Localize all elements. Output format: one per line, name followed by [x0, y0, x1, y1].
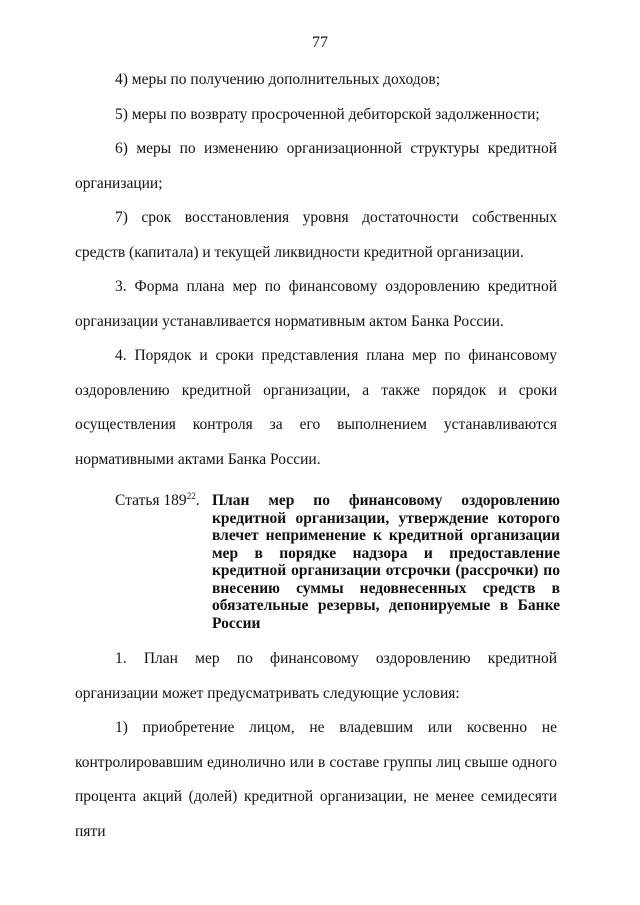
article-title: План мер по финансовому оздоровлению кредитной организации, утверждение которого влечет неприменение к кредитной организации мер в порядке надзора и предоставление кредитной организации отсрочки (рассрочки) по внесению суммы недовнесенных средств в обязательные резервы, депонируемые в Банке России [212, 492, 560, 632]
paragraph-item-5: 5) меры по возврату просроченной дебиторской задолженности; [115, 105, 540, 123]
body-text-bottom [75, 642, 557, 849]
article-heading [115, 492, 560, 632]
article-number-suffix: . [195, 492, 200, 509]
paragraph-item-4: 4) меры по получению дополнительных доходов; [115, 71, 441, 88]
article-number-text: Статья 189 [115, 492, 187, 509]
paragraph-item-7: 7) срок восстановления уровня достаточности собственных средств (капитала) и текущей ликвидности кредитной организации. [75, 209, 557, 261]
paragraph-point-1: 1. План мер по финансовому оздоровлению кредитной организации может предусматривать следующие условия: [75, 650, 557, 702]
paragraph-point-3: 3. Форма плана мер по финансовому оздоровлению кредитной организации устанавливается нормативным актом Банка России. [75, 278, 557, 330]
article-number-sup: 22 [186, 490, 196, 501]
paragraph-item-6: 6) меры по изменению организационной структуры кредитной организации; [75, 140, 557, 192]
body-text-top [75, 63, 557, 477]
article-number [115, 492, 212, 632]
paragraph-point-4: 4. Порядок и сроки представления плана мер по финансовому оздоровлению кредитной организации, а также порядок и сроки осуществления контроля за его выполнением устанавливаются нормативными актами Банка России. [75, 347, 557, 468]
paragraph-subitem-1: 1) приобретение лицом, не владевшим или косвенно не контролировавшим единолично или в составе группы лиц свыше одного процента акций (долей) кредитной организации, не менее семидесяти пяти [75, 719, 557, 840]
page-number: 77 [312, 34, 328, 51]
